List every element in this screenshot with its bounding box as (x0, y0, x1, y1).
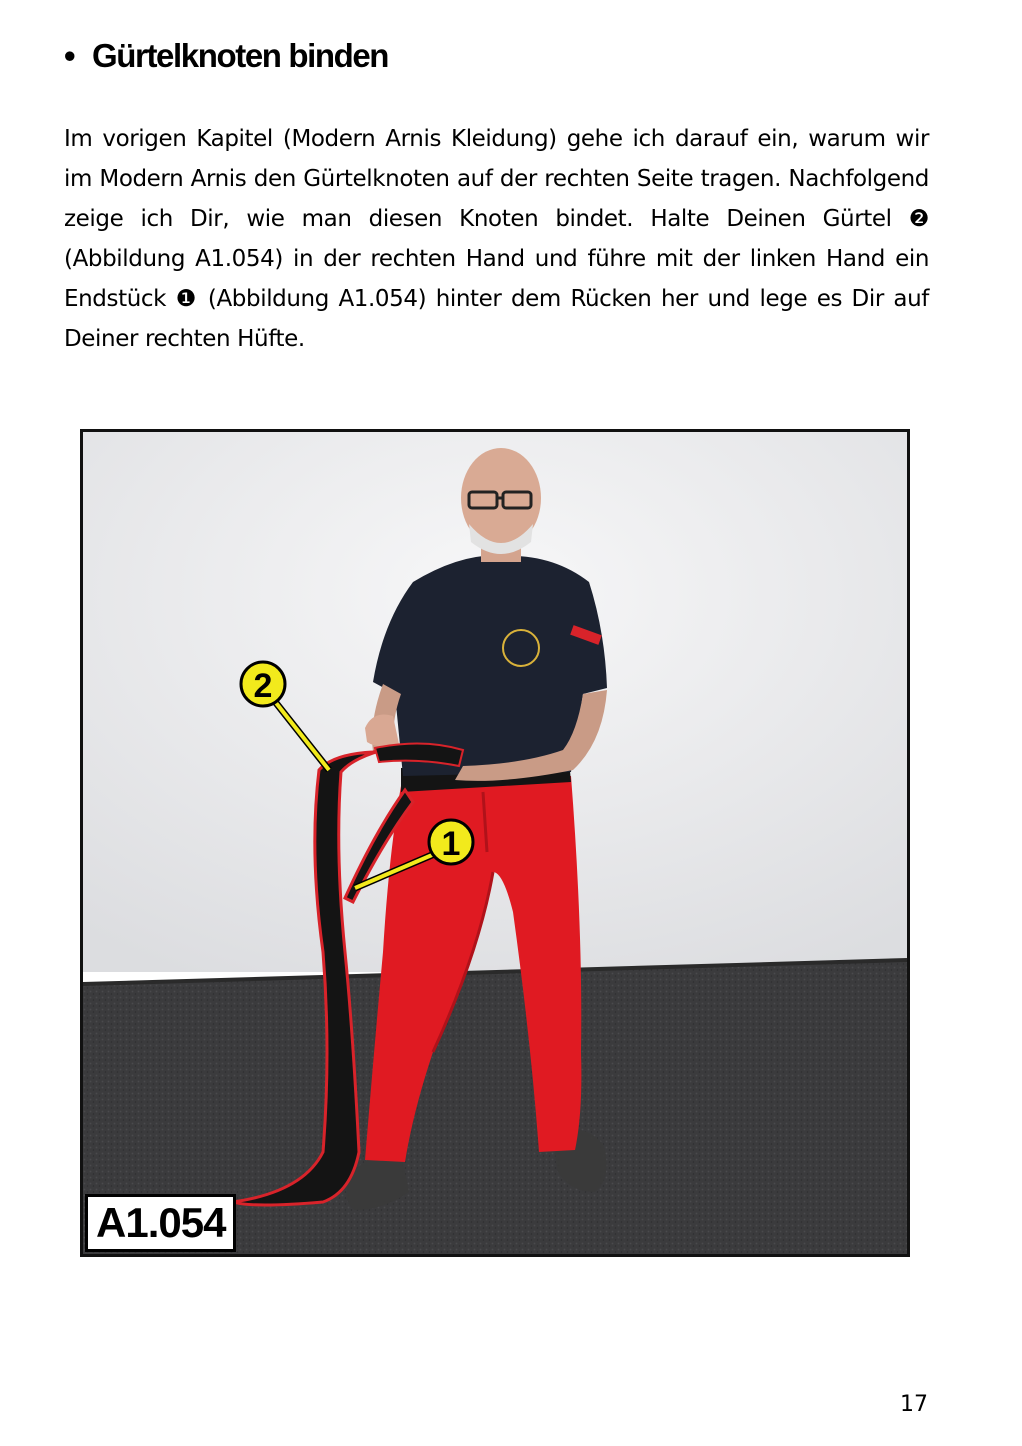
callout-1-label: 1 (441, 825, 461, 863)
page-number: 17 (900, 1392, 928, 1417)
callout-2-label: 2 (253, 667, 273, 705)
heading-title: Gürtelknoten binden (92, 37, 389, 74)
section-heading (64, 34, 944, 78)
figure-photo (80, 429, 910, 1257)
paragraph-text-2: (Abbildung A1.054) in der rechten Hand und führe mit der linken Hand ein Endstück (64, 246, 929, 312)
marker-1-icon: ❶ (175, 286, 199, 312)
body-paragraph (64, 119, 929, 359)
heading-bullet: • (64, 37, 75, 74)
paragraph-text-1: Im vorigen Kapitel (Modern Arnis Kleidung) gehe ich darauf ein, warum wir im Modern Arnis den Gürtelknoten auf der rechten Seite tragen. Nachfolgend zeige ich Dir, wie man diesen Knoten bindet. Halte Deinen Gürtel (64, 126, 929, 232)
paragraph-text-3: (Abbildung A1.054) hinter dem Rücken her und lege es Dir auf Deiner rechten Hüfte. (64, 286, 929, 352)
figure-label: A1.054 (85, 1194, 236, 1252)
photo-illustration (83, 432, 907, 1254)
marker-2-icon: ❷ (908, 206, 929, 232)
